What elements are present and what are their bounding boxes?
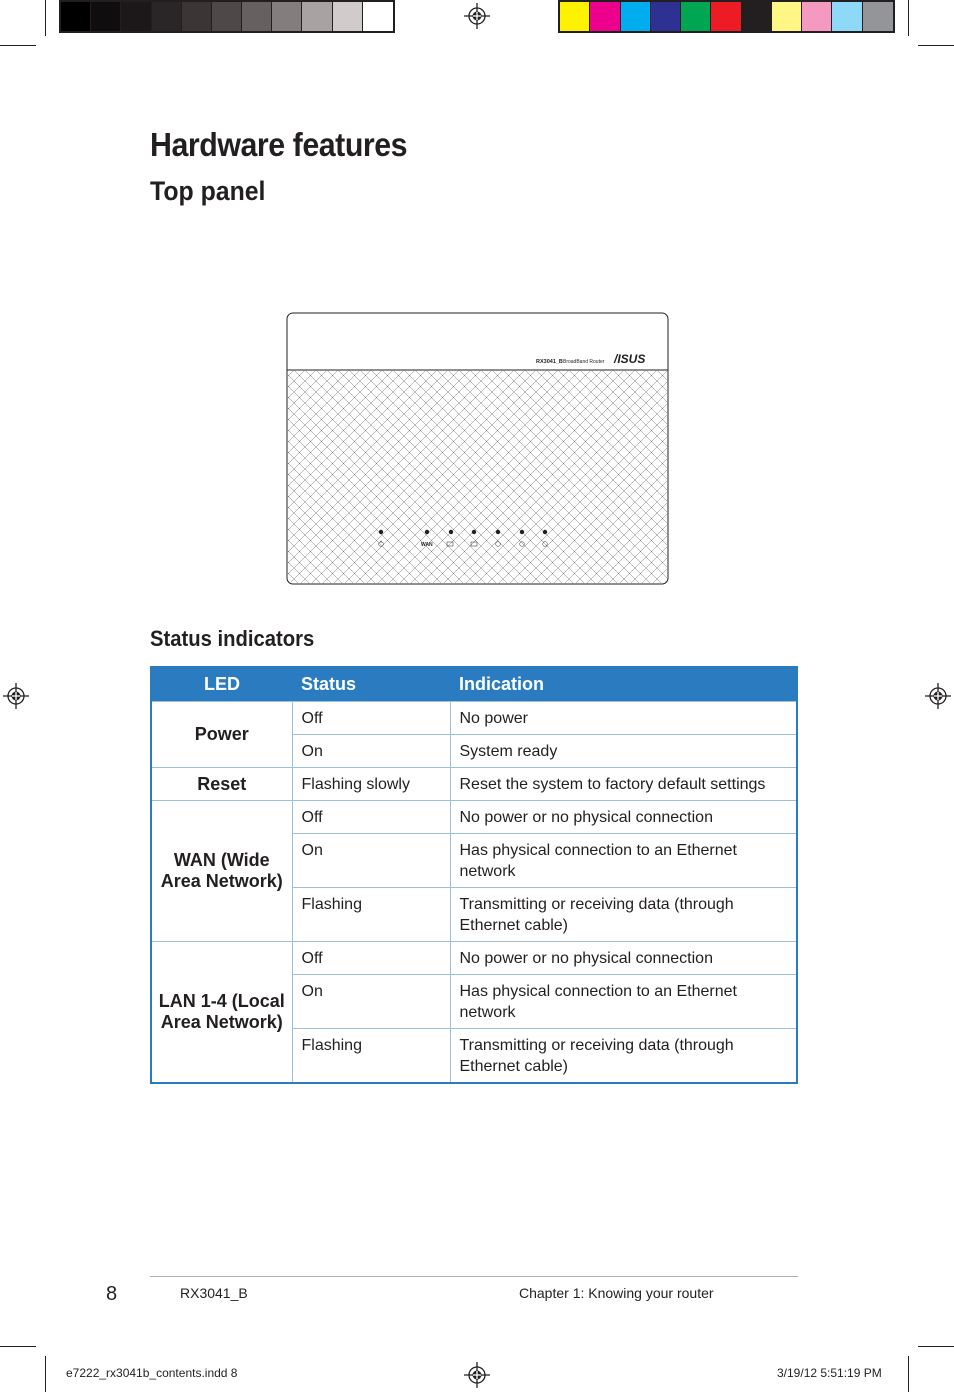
status-cell: Off — [292, 801, 450, 834]
gray-swatch — [182, 2, 212, 31]
color-swatch — [742, 2, 772, 31]
led-name-lan: LAN 1-4 (Local Area Network) — [151, 942, 292, 1084]
status-cell: Flashing — [292, 888, 450, 942]
led-name-power: Power — [151, 702, 292, 768]
gray-swatch — [363, 2, 393, 31]
registration-mark-icon — [464, 1362, 490, 1388]
indication-cell: Has physical connection to an Ethernet network — [450, 834, 797, 888]
crop-mark — [908, 1356, 909, 1392]
registration-mark-icon — [464, 3, 490, 29]
router-top-panel-illustration — [286, 312, 669, 585]
crop-mark — [918, 45, 954, 46]
status-cell: Flashing slowly — [292, 768, 450, 801]
status-cell: On — [292, 975, 450, 1029]
color-swatch — [863, 2, 893, 31]
led-name-reset: Reset — [151, 768, 292, 801]
gray-calibration-bar — [59, 0, 395, 33]
router-model-desc: BroadBand Router — [563, 359, 605, 365]
footer-divider — [150, 1276, 798, 1277]
date-slug: 3/19/12 5:51:19 PM — [777, 1366, 882, 1380]
color-swatch — [590, 2, 620, 31]
section-title-status-indicators: Status indicators — [150, 626, 315, 651]
power-led-icon — [379, 530, 383, 534]
column-header-led: LED — [151, 667, 292, 702]
indication-cell: Transmitting or receiving data (through Ethernet cable) — [450, 888, 797, 942]
footer-model: RX3041_B — [180, 1285, 248, 1301]
led-name-wan: WAN (Wide Area Network) — [151, 801, 292, 942]
wan-led-icon — [425, 530, 429, 534]
status-cell: Off — [292, 702, 450, 735]
color-swatch — [711, 2, 741, 31]
led-icon — [472, 530, 476, 534]
table-row — [151, 801, 797, 834]
indication-cell: System ready — [450, 735, 797, 768]
table-header-row — [151, 667, 797, 702]
color-swatch — [772, 2, 802, 31]
status-cell: Flashing — [292, 1029, 450, 1084]
file-slug: e7222_rx3041b_contents.indd 8 — [66, 1366, 238, 1380]
footer-chapter: Chapter 1: Knowing your router — [519, 1285, 714, 1301]
crop-mark — [908, 0, 909, 36]
gray-swatch — [272, 2, 302, 31]
crop-mark — [45, 1356, 46, 1392]
gray-swatch — [302, 2, 332, 31]
registration-mark-icon — [925, 683, 951, 709]
gray-swatch — [242, 2, 272, 31]
lan3-led-icon — [543, 530, 547, 534]
color-swatch — [832, 2, 862, 31]
crop-mark — [45, 0, 46, 36]
registration-mark-icon — [3, 683, 29, 709]
gray-swatch — [333, 2, 363, 31]
crop-mark — [918, 1346, 954, 1347]
gray-swatch — [91, 2, 121, 31]
indication-cell: No power — [450, 702, 797, 735]
color-swatch — [802, 2, 832, 31]
status-cell: Off — [292, 942, 450, 975]
color-swatch — [651, 2, 681, 31]
section-title-top-panel: Top panel — [150, 176, 266, 206]
lan1-led-icon — [496, 530, 500, 534]
table-row — [151, 702, 797, 735]
page-number: 8 — [106, 1283, 118, 1305]
table-row — [151, 768, 797, 801]
indication-cell: Has physical connection to an Ethernet network — [450, 975, 797, 1029]
page-title: Hardware features — [150, 126, 408, 163]
wan-led-label: WAN — [421, 542, 433, 548]
gray-swatch — [152, 2, 182, 31]
gray-swatch — [121, 2, 151, 31]
led-icon — [449, 530, 453, 534]
status-indicators-table — [150, 666, 798, 1084]
gray-swatch — [61, 2, 91, 31]
color-calibration-bar — [558, 0, 895, 33]
lan2-led-icon — [520, 530, 524, 534]
color-swatch — [560, 2, 590, 31]
status-cell: On — [292, 735, 450, 768]
crop-mark — [0, 1346, 36, 1347]
indication-cell: No power or no physical connection — [450, 942, 797, 975]
color-swatch — [681, 2, 711, 31]
color-swatch — [621, 2, 651, 31]
column-header-indication: Indication — [450, 667, 797, 702]
column-header-status: Status — [292, 667, 450, 702]
crop-mark — [0, 45, 36, 46]
gray-swatch — [212, 2, 242, 31]
indication-cell: No power or no physical connection — [450, 801, 797, 834]
asus-logo: /ISUS — [614, 352, 646, 366]
indication-cell: Transmitting or receiving data (through Ethernet cable) — [450, 1029, 797, 1084]
indication-cell: Reset the system to factory default settings — [450, 768, 797, 801]
table-row — [151, 942, 797, 975]
router-model-label: RX3041_B — [536, 359, 563, 365]
status-cell: On — [292, 834, 450, 888]
